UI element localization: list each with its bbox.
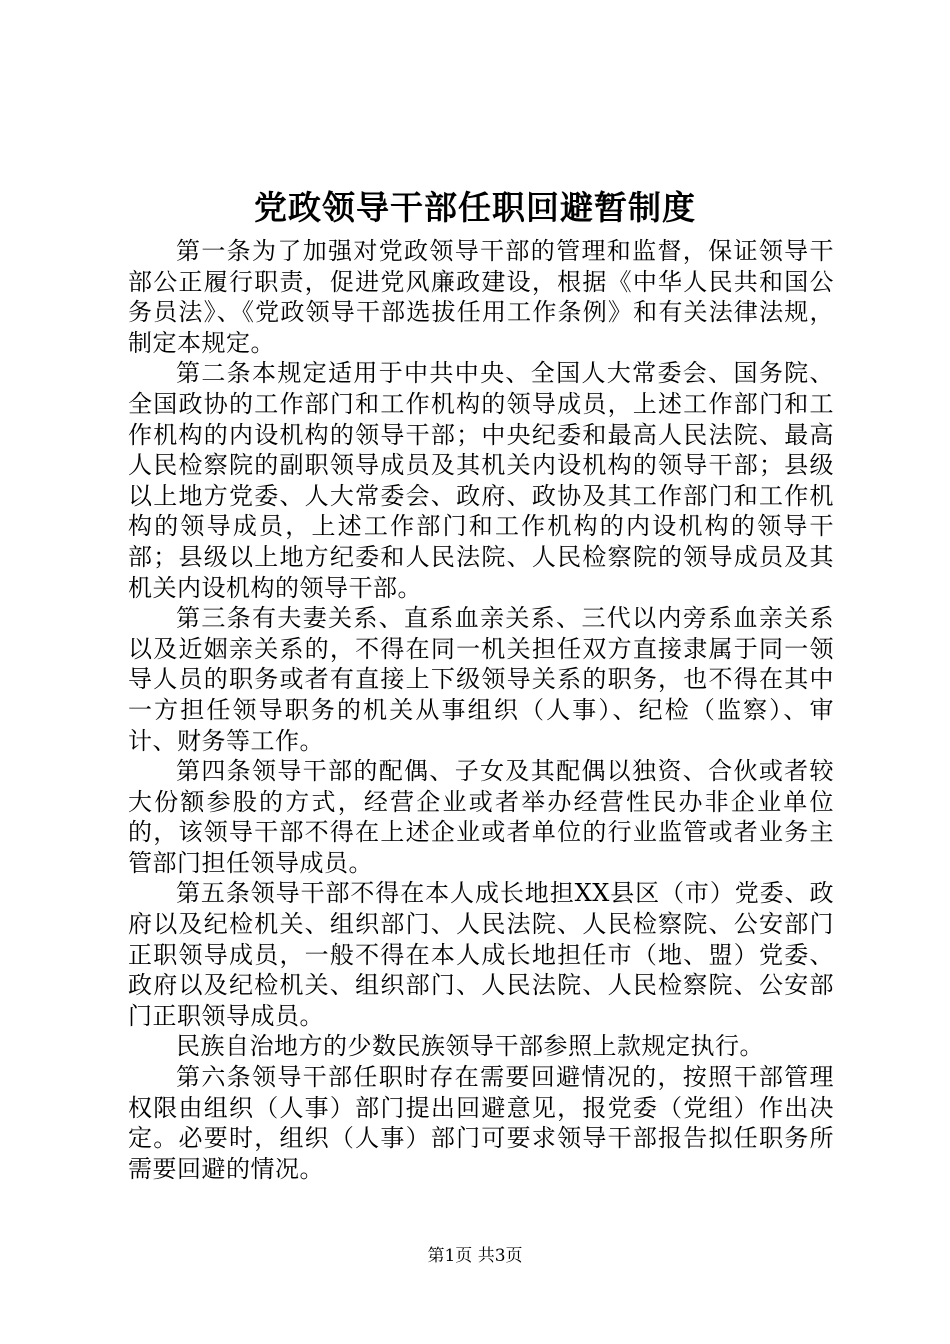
paragraph-article-3: 第三条有夫妻关系、直系血亲关系、三代以内旁系血亲关系以及近姻亲关系的，不得在同一机关担任双方直接隶属于同一领导人员的职务或者有直接上下级领导关系的职务，也不得在其中一方担任领导职务的机关从事组织（人事）、纪检（监察）、审计、财务等工作。 xyxy=(128,604,834,755)
page-number-footer: 第1页 共3页 xyxy=(427,1246,523,1266)
paragraph-article-2: 第二条本规定适用于中共中央、全国人大常委会、国务院、全国政协的工作部门和工作机构的领导成员，上述工作部门和工作机构的内设机构的领导干部；中央纪委和最高人民法院、最高人民检察院的副职领导成员及其机关内设机构的领导干部；县级以上地方党委、人大常委会、政府、政协及其工作部门和工作机构的领导成员，上述工作部门和工作机构的内设机构的领导干部；县级以上地方纪委和人民法院、人民检察院的领导成员及其机关内设机构的领导干部。 xyxy=(128,359,834,602)
paragraph-article-5: 第五条领导干部不得在本人成长地担XX县区（市）党委、政府以及纪检机关、组织部门、人民法院、人民检察院、公安部门正职领导成员，一般不得在本人成长地担任市（地、盟）党委、政府以及纪检机关、组织部门、人民法院、人民检察院、公安部门正职领导成员。 xyxy=(128,879,834,1030)
paragraph-article-1: 第一条为了加强对党政领导干部的管理和监督，保证领导干部公正履行职责，促进党风廉政建设，根据《中华人民共和国公务员法》、《党政领导干部选拔任用工作条例》和有关法律法规，制定本规定。 xyxy=(128,237,834,357)
document-body xyxy=(128,236,834,1184)
paragraph-article-4: 第四条领导干部的配偶、子女及其配偶以独资、合伙或者较大份额参股的方式，经营企业或者举办经营性民办非企业单位的，该领导干部不得在上述企业或者单位的行业监管或者业务主管部门担任领导成员。 xyxy=(128,757,834,877)
document-title: 党政领导干部任职回避暂制度 xyxy=(254,188,696,227)
paragraph-ethnic-autonomy-note: 民族自治地方的少数民族领导干部参照上款规定执行。 xyxy=(176,1032,764,1061)
paragraph-article-6: 第六条领导干部任职时存在需要回避情况的，按照干部管理权限由组织（人事）部门提出回避意见，报党委（党组）作出决定。必要时，组织（人事）部门可要求领导干部报告拟任职务所需要回避的情况。 xyxy=(128,1063,834,1183)
